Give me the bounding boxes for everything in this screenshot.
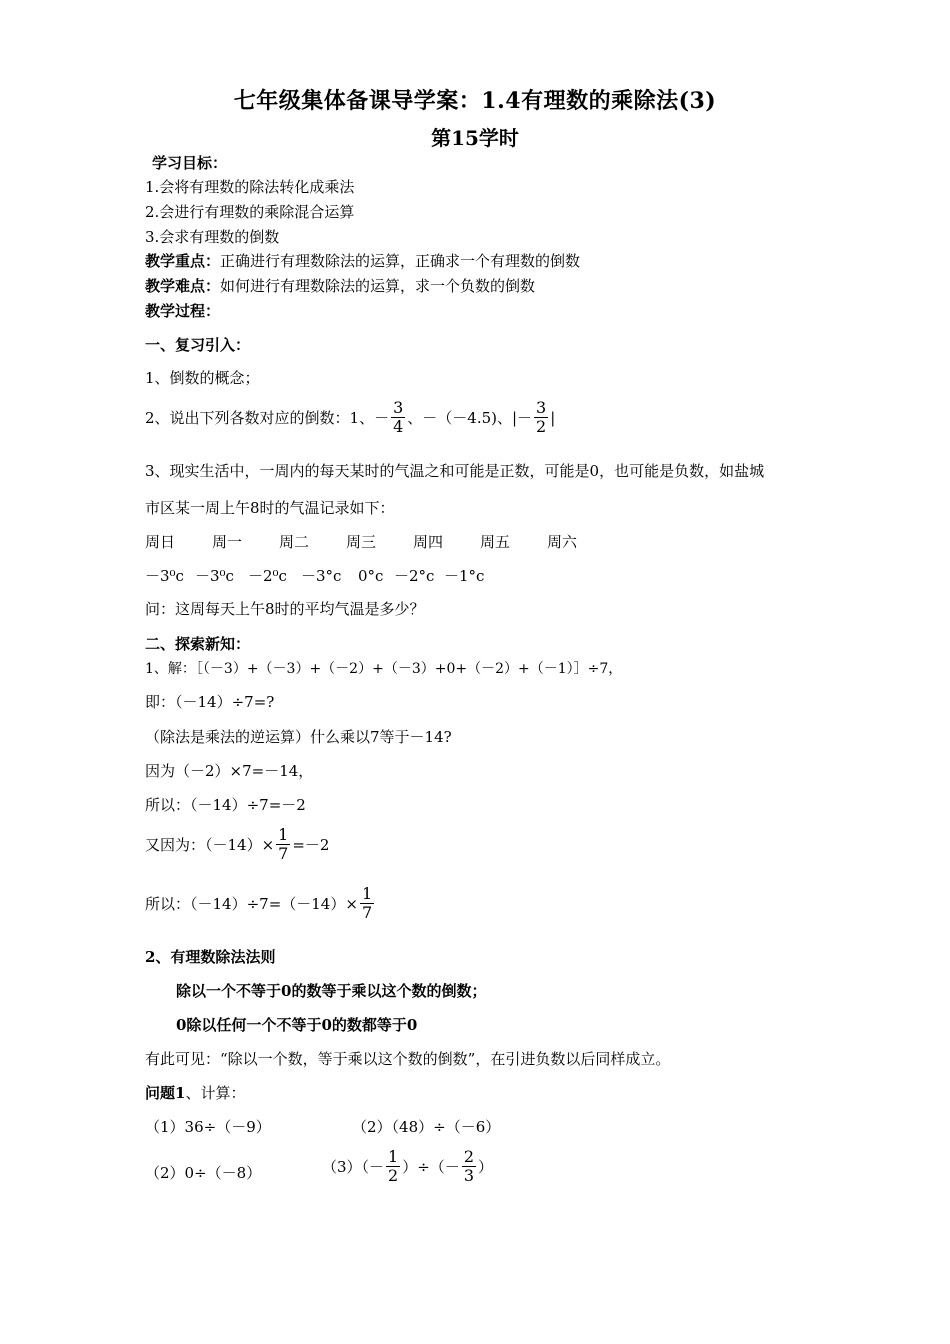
- fraction: [534, 399, 548, 437]
- weekday-row: [145, 531, 614, 552]
- review-item-1: 1、倒数的概念；: [145, 369, 260, 387]
- exercise4-mid: ）÷（－: [402, 1158, 460, 1177]
- solution-line-1: 1、解：［（－3）+（－3）+（－2）+（－3）+0+（－2）+（－1）］÷7，: [145, 661, 623, 677]
- division-rule-1: 除以一个不等于0的数等于乘以这个数的倒数；: [176, 982, 487, 1000]
- fraction-numerator: 1: [278, 825, 289, 844]
- item2-suffix: |: [550, 408, 556, 427]
- temperature-value: －2⁰c: [248, 567, 287, 585]
- solution-line-4: 因为（－2）×7=－14，: [145, 762, 314, 780]
- fraction-denominator: 7: [278, 844, 289, 864]
- exercise-3: （2）0÷（－8）: [145, 1164, 262, 1182]
- problem-1: [145, 1082, 245, 1103]
- document-title: 七年级集体备课导学案：1.4有理数的乘除法(3): [233, 88, 717, 114]
- exercise-2: （2）（48）÷（－6）: [352, 1118, 501, 1136]
- fraction: [391, 399, 405, 437]
- fraction: [386, 1148, 400, 1186]
- goals-heading: 学习目标：: [152, 154, 228, 172]
- review-item-3-line2: 市区某一周上午8时的气温记录如下：: [145, 499, 395, 517]
- fraction-numerator: 3: [393, 398, 404, 417]
- temperature-row: [145, 565, 484, 586]
- fraction-numerator: 1: [361, 884, 373, 903]
- problem-label: 问题1: [145, 1084, 186, 1102]
- fraction-numerator: 1: [388, 1147, 399, 1166]
- weekday-label: 周四: [413, 533, 444, 551]
- fraction-denominator: 2: [388, 1166, 399, 1186]
- temperature-value: －2°c: [394, 567, 435, 585]
- solution-line-7: [145, 885, 376, 923]
- review-item-3-line1: 3、现实生活中，一周内的每天某时的气温之和可能是正数，可能是0，也可能是负数，如盐城: [145, 462, 765, 480]
- fraction: [462, 1148, 476, 1186]
- difficulty-text: 如何进行有理数除法的运算，求一个负数的倒数: [220, 277, 536, 295]
- temperature-value: －3°c: [301, 567, 342, 585]
- process-label: 教学过程：: [145, 302, 221, 320]
- exercise-4: [322, 1148, 493, 1186]
- problem-text: 、计算：: [185, 1084, 246, 1102]
- fraction-denominator: 3: [463, 1166, 474, 1186]
- lesson-number: 第15学时: [431, 126, 519, 150]
- fraction: [360, 885, 374, 923]
- key-point-label: 教学重点：: [145, 252, 221, 270]
- temperature-value: －1°c: [444, 567, 485, 585]
- goal-item: 2.会进行有理数的乘除混合运算: [145, 203, 355, 221]
- solution-line-3: （除法是乘法的逆运算）什么乘以7等于－14?: [145, 728, 452, 746]
- fraction: [276, 826, 290, 864]
- difficulty: [145, 275, 535, 296]
- exercise4-suffix: ）: [478, 1158, 494, 1177]
- solution-line-5: 所以：（－14）÷7=－2: [145, 796, 306, 814]
- temperature-value: －3⁰c: [195, 567, 234, 585]
- fraction-numerator: 3: [536, 398, 547, 417]
- temperature-value: －3⁰c: [145, 567, 184, 585]
- review-item-2: [145, 399, 555, 437]
- conclusion: 有此可见：“除以一个数，等于乘以这个数的倒数”，在引进负数以后同样成立。: [145, 1050, 671, 1068]
- weekday-label: 周二: [279, 533, 310, 551]
- weekday-label: 周三: [346, 533, 377, 551]
- solution-line-2: 即：（－14）÷7=?: [145, 693, 275, 711]
- difficulty-label: 教学难点：: [145, 277, 221, 295]
- weekday-label: 周五: [480, 533, 511, 551]
- temperature-value: 0°c: [358, 567, 384, 585]
- section2-heading: 二、探索新知：: [145, 635, 251, 653]
- weekday-label: 周一: [212, 533, 243, 551]
- average-question: 问：这周每天上午8时的平均气温是多少？: [145, 600, 425, 618]
- weekday-label: 周日: [145, 533, 176, 551]
- goal-item: 3.会求有理数的倒数: [145, 228, 280, 246]
- fraction-denominator: 7: [361, 903, 373, 923]
- line6-suffix: =－2: [292, 836, 330, 855]
- weekday-label: 周六: [547, 533, 578, 551]
- fraction-denominator: 2: [536, 417, 547, 437]
- line6-prefix: 又因为：（－14）×: [145, 836, 275, 855]
- exercise4-prefix: （3）（－: [322, 1158, 385, 1177]
- fraction-numerator: 2: [463, 1147, 474, 1166]
- line7-prefix: 所以：（－14）÷7=（－14）×: [145, 895, 358, 914]
- section1-heading: 一、复习引入：: [145, 336, 251, 354]
- exercise-1: （1）36÷（－9）: [145, 1118, 271, 1136]
- item2-mid: 、－（－4.5)、|－: [407, 409, 533, 428]
- solution-line-6: [145, 826, 329, 864]
- item2-prefix: 2、说出下列各数对应的倒数：1、－: [145, 409, 390, 428]
- key-point-text: 正确进行有理数除法的运算，正确求一个有理数的倒数: [220, 252, 581, 270]
- division-rule-2: 0除以任何一个不等于0的数都等于0: [176, 1016, 418, 1034]
- division-rule-heading: 2、有理数除法法则: [145, 948, 276, 966]
- goal-item: 1.会将有理数的除法转化成乘法: [145, 178, 355, 196]
- key-point: [145, 250, 580, 271]
- fraction-denominator: 4: [393, 417, 404, 437]
